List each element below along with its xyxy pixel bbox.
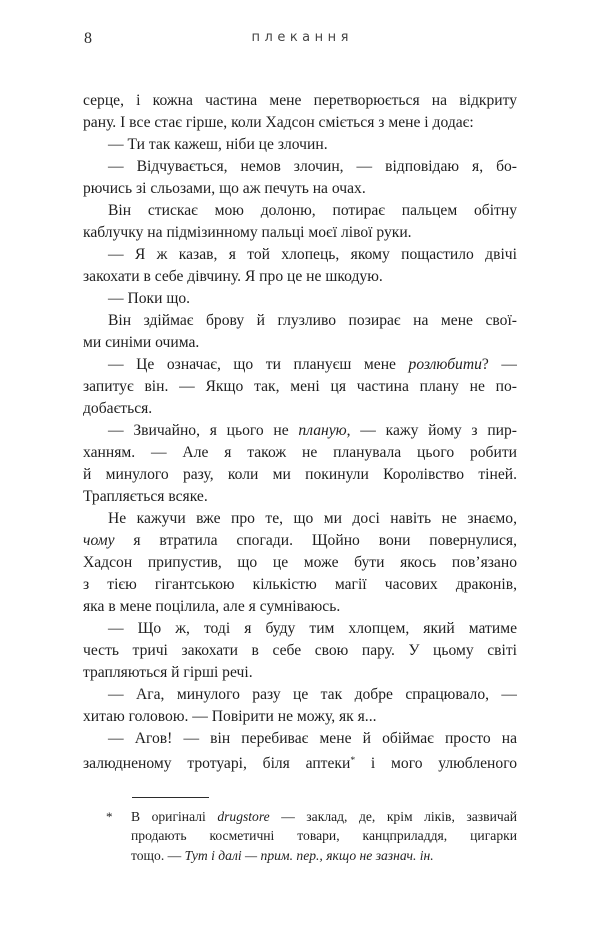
footnote-marker: *: [106, 809, 113, 824]
text-line: [83, 112, 517, 134]
text-segment: тощо. —: [131, 847, 185, 863]
text-line: [83, 464, 517, 486]
text-segment: — Це означає, що ти плануєш мене: [108, 356, 409, 373]
text-line: [83, 90, 517, 112]
running-head: плекання: [251, 30, 353, 45]
text-segment: й минулого разу, коли ми покинули Королівство тіней.: [83, 466, 517, 483]
text-segment: хитаю головою. — Повірити не можу, як я...: [83, 708, 377, 725]
text-segment: серце, і кожна частина мене перетворюється на відкриту: [83, 92, 517, 109]
text-line: [83, 354, 517, 376]
text-line: [83, 706, 517, 728]
text-segment: я втратила спогади. Щойно вони повернулися,: [114, 532, 517, 549]
text-segment: — Поки що.: [108, 290, 191, 307]
text-segment: яка в мене поцілила, але я сумніваюсь.: [83, 598, 341, 615]
text-line: [83, 310, 517, 332]
text-line: [83, 596, 517, 618]
text-segment: Хадсон припустив, що це може бути якось пов’язано: [83, 554, 517, 571]
footnote-row: [83, 807, 517, 865]
text-segment: ? —: [481, 356, 517, 373]
page-header: [83, 29, 517, 47]
text-line: [83, 222, 517, 244]
text-line: [83, 398, 517, 420]
italic-text-segment: розлюбити: [408, 356, 482, 373]
italic-text-segment: планую: [298, 422, 347, 439]
text-segment: залюдненому тротуарі, біля аптеки: [83, 754, 351, 772]
text-segment: і мого улюбленого: [355, 754, 517, 772]
text-segment: каблучку на підмізинному пальці моєї лівої руки.: [83, 224, 412, 241]
text-line: [83, 288, 517, 310]
text-segment: — Агов! — він перебиває мене й обіймає просто на: [108, 730, 517, 747]
text-segment: продають косметичні товари, канцприладдя, цигарки: [131, 828, 517, 844]
text-line: [83, 244, 517, 266]
text-line: [83, 618, 517, 640]
text-segment: рану. І все стає гірше, коли Хадсон сміється з мене і додає:: [83, 114, 474, 131]
text-segment: , — кажу йому з пир-: [346, 422, 517, 439]
text-segment: В оригіналі: [131, 809, 218, 824]
text-line: [83, 420, 517, 442]
footnote-text: [131, 807, 517, 865]
text-line: [83, 134, 517, 156]
text-line: [83, 750, 517, 772]
text-segment: закохати в себе дівчину. Я про це не шкодую.: [83, 268, 383, 285]
text-line: [83, 178, 517, 200]
text-segment: честь тричі закохати в себе свою пару. У цьому світі: [83, 642, 517, 659]
text-segment: Він стискає мою долоню, потирає пальцем обітну: [108, 202, 517, 219]
italic-text-segment: Тут і далі — прим. пер., якщо не зазнач. ін.: [184, 847, 434, 863]
text-segment: ми синіми очима.: [83, 334, 200, 351]
text-line: [131, 826, 517, 845]
text-segment: — Ага, минулого разу це так добре спрацювало, —: [108, 686, 517, 703]
text-segment: Не кажучи вже про те, що ми досі навіть не знаємо,: [108, 510, 517, 527]
text-line: [83, 662, 517, 684]
text-line: [83, 200, 517, 222]
text-segment: — Звичайно, я цього не: [108, 422, 299, 439]
text-line: [131, 807, 517, 826]
footnote-reference-asterisk: *: [350, 755, 356, 766]
text-segment: трапляються й гірші речі.: [83, 664, 253, 681]
text-line: [83, 332, 517, 354]
text-line: [83, 376, 517, 398]
text-segment: рючись зі сльозами, що аж печуть на очах.: [83, 180, 366, 197]
text-line: [131, 846, 517, 865]
text-segment: з тією гігантською кількістю магії часових драконів,: [83, 576, 517, 593]
text-line: [83, 552, 517, 574]
page-number: 8: [84, 30, 92, 47]
text-line: [83, 156, 517, 178]
text-line: [83, 574, 517, 596]
text-segment: ханням. — Але я також не планувала цього робити: [83, 444, 517, 461]
text-segment: добається.: [83, 400, 153, 417]
text-segment: — Я ж казав, я той хлопець, якому пощастило двічі: [108, 246, 517, 263]
text-line: [83, 486, 517, 508]
text-line: [83, 266, 517, 288]
text-segment: — Відчувається, немов злочин, — відповідаю я, бо-: [108, 158, 517, 175]
text-line: [83, 728, 517, 750]
text-segment: — заклад, де, крім ліків, зазвичай: [269, 809, 517, 824]
text-line: [83, 442, 517, 464]
footnote-divider: [132, 797, 209, 798]
italic-text-segment: drugstore: [217, 809, 270, 824]
text-line: [83, 684, 517, 706]
text-line: [83, 530, 517, 552]
text-segment: — Ти так кажеш, ніби це злочин.: [108, 136, 328, 153]
body-text: [83, 90, 517, 772]
footnote: [83, 797, 517, 865]
text-line: [83, 640, 517, 662]
text-line: [83, 508, 517, 530]
text-segment: Трапляється всяке.: [83, 488, 208, 505]
text-segment: запитує він. — Якщо так, мені ця частина плану не по-: [83, 378, 517, 395]
text-segment: — Що ж, тоді я буду тим хлопцем, який матиме: [108, 620, 517, 637]
italic-text-segment: чому: [83, 532, 115, 549]
text-segment: Він здіймає брову й глузливо позирає на мене свої-: [108, 312, 517, 329]
